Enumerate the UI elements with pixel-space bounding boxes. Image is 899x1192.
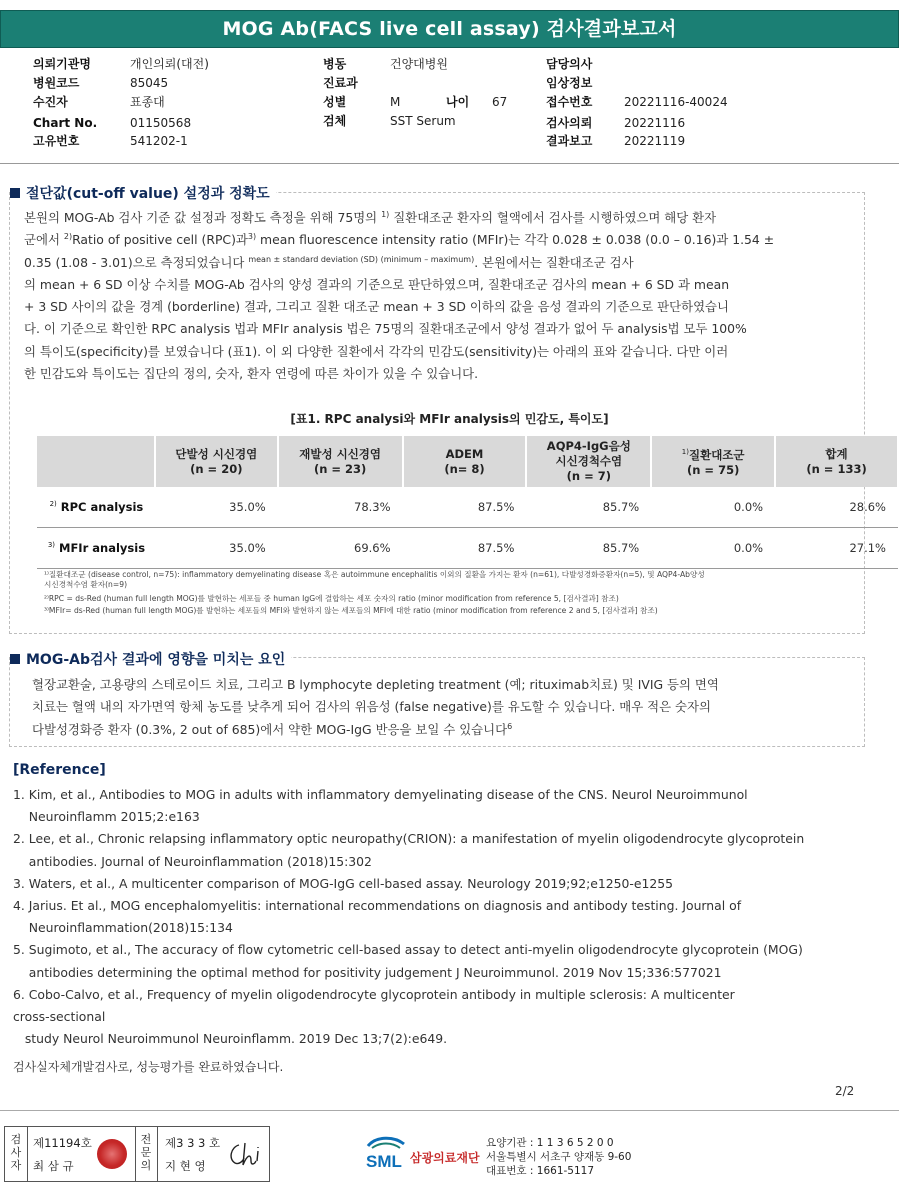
table-cell: 35.0% (155, 487, 278, 528)
col1-value-4: 541202-1 (130, 134, 188, 148)
handwritten-signature-icon (225, 1139, 265, 1171)
table-cell: 85.7% (526, 528, 651, 569)
reference-line: study Neurol Neuroimmunol Neuroinflamm. 2019 Dec 13;7(2):e649. (13, 1031, 448, 1047)
contact-line: 서울특별시 서초구 양재동 9-60 (486, 1151, 632, 1163)
section1-heading-text: 절단값(cut-off value) 설정과 정확도 (26, 186, 270, 202)
sig2-label-cell (135, 1127, 158, 1181)
reference-line: antibodies determining the optimal method for positivity judgement J Neuroimmunol. 2019 Nov 15;336:577021 (13, 964, 722, 980)
col2-value-0: 건양대병원 (390, 57, 448, 71)
signature-box (4, 1126, 270, 1182)
seal-stamp-icon (97, 1139, 127, 1169)
reference-line: 5. Sugimoto, et al., The accuracy of flow cytometric cell-based assay to detect anti-myelin oligodendrocyte glycoprotein (MOG) (13, 942, 803, 958)
contact-line: 대표번호 : 1661-5117 (486, 1165, 595, 1177)
reference-line: Neuroinflamm 2015;2:e163 (13, 809, 200, 825)
page-number: 2/2 (835, 1084, 855, 1098)
paragraph-line: 다발성경화증 환자 (0.3%, 2 out of 685)에서 약한 MOG-IgG 반응을 보일 수 있습니다$^6$ (32, 721, 513, 737)
reference-title: [Reference] (13, 762, 106, 778)
sensitivity-table (37, 436, 899, 569)
paragraph-line: 0.35 (1.08 - 3.01)으로 측정되었습니다 $^{mean \pm standard deviation (SD) (minimum - maximum)}$. 본원에서는 질환대조군 검사 (24, 254, 634, 270)
age-value: 67 (492, 95, 508, 109)
paragraph-line: 한 민감도와 특이도는 집단의 정의, 숫자, 환자 연령에 따른 차이가 있을 수 있습니다. (24, 366, 479, 382)
table-cell: 0.0% (651, 528, 775, 569)
col3-label-1: 임상정보 (546, 76, 593, 90)
table-header-1: 재발성 시신경염 (n = 23) (278, 436, 403, 487)
col1-value-2: 표종대 (130, 95, 165, 109)
col2-label-0: 병동 (323, 57, 347, 71)
col3-value-3: 20221116 (624, 116, 686, 130)
logo-text: 삼광의료재단 (410, 1151, 480, 1165)
col3-value-2: 20221116-40024 (624, 95, 728, 109)
col3-value-4: 20221119 (624, 134, 686, 148)
col1-value-3: 01150568 (130, 116, 192, 130)
table-cell: 27.1% (775, 528, 898, 569)
col1-value-1: 85045 (130, 76, 169, 90)
section-bullet-icon (10, 188, 20, 198)
table-footnote: ¹⁾질환대조군 (disease control, n=75): inflammatory demyelinating disease 혹은 autoimmune encephalitis 이외의 질환을 가지는 환자 (n=61), 다발성경화증환자(n=5), 및 AQP4-Ab양성 (44, 570, 705, 579)
sml-logo-icon (364, 1134, 408, 1174)
row-label-1: $^{3)}$ MFIr analysis (37, 528, 155, 569)
sig1-vertical-label: 검 사 자 (10, 1133, 22, 1172)
sig2-vertical-label: 전 문 의 (140, 1133, 152, 1172)
table-cell: 87.5% (403, 528, 527, 569)
sig2-license: 제3 3 3 호 (165, 1136, 221, 1150)
header-divider (0, 163, 899, 164)
paragraph-line: 의 mean + 6 SD 이상 수치를 MOG-Ab 검사의 양성 결과의 기준으로 판단하였으며, 질환대조군 검사의 mean + 6 SD 과 mean (24, 276, 730, 292)
section2-heading (10, 649, 291, 669)
table-row (37, 528, 898, 569)
reference-line: 3. Waters, et al., A multicenter comparison of MOG-IgG cell-based assay. Neurology 2019;92;e1250-e1255 (13, 875, 674, 891)
closing-statement: 검사실자체개발검사로, 성능평가를 완료하였습니다. (13, 1060, 284, 1074)
table-row (37, 487, 898, 528)
reference-line: antibodies. Journal of Neuroinflammation (2018)15:302 (13, 853, 372, 869)
contact-info (486, 1136, 631, 1178)
contact-line: 요양기관 : 1 1 3 6 5 2 0 0 (486, 1137, 614, 1149)
section-bullet-icon (10, 654, 20, 664)
paragraph-line: 의 특이도(specificity)를 보였습니다 (표1). 이 외 다양한 질환에서 각각의 민감도(sensitivity)는 아래의 표와 같습니다. 다만 이러 (24, 343, 729, 359)
section2-paragraph (32, 674, 850, 741)
paragraph-line: 군에서 $^{2)}$Ratio of positive cell (RPC)과$^{3)}$ mean fluorescence intensity ratio (MFIr)는 각각 0.028 ± 0.038 (0.0 – 0.16)과 1.54 ± (24, 232, 775, 248)
col2-label-3: 검체 (323, 114, 347, 128)
sig1-license: 제11194호 (33, 1136, 92, 1150)
col3-label-3: 검사의뢰 (546, 116, 593, 130)
svg-text:SML: SML (366, 1152, 402, 1171)
paragraph-line: 혈장교환술, 고용량의 스테로이드 치료, 그리고 B lymphocyte depleting treatment (예; rituximab치료) 및 IVIG 등의 면역 (32, 677, 719, 692)
col2-value-3: SST Serum (390, 114, 456, 128)
table-header-4: $^{1)}$질환대조군 (n = 75) (651, 436, 775, 487)
col2-value-2: M (390, 95, 401, 109)
col3-label-4: 결과보고 (546, 134, 593, 148)
reference-line: 4. Jarius. Et al., MOG encephalomyelitis: international recommendations on diagnosis and antibody testing. Journal of (13, 898, 742, 913)
col1-label-1: 병원코드 (33, 76, 80, 90)
col1-label-3: Chart No. (33, 116, 98, 130)
col3-label-0: 담당의사 (546, 57, 593, 71)
col1-value-0: 개인의뢰(대전) (130, 57, 209, 71)
table-footnote: ³⁾MFIr= ds-Red (human full length MOG)를 발현하는 세포들의 MFI와 발현하지 않는 세포들의 MFI에 대한 ratio (minor modification from reference 2 and 5, [검사결과] 참조) (44, 606, 658, 615)
table-header-0: 단발성 시신경염 (n = 20) (155, 436, 278, 487)
sml-logo (364, 1134, 408, 1178)
table-header-5: 합계 (n = 133) (775, 436, 898, 487)
table-cell: 78.3% (278, 487, 403, 528)
paragraph-line: 본원의 MOG-Ab 검사 기준 값 설정과 정확도 측정을 위해 75명의 $^{1)}$ 질환대조군 환자의 혈액에서 검사를 시행하였으며 해당 환자 (24, 209, 717, 225)
reference-line: 1. Kim, et al., Antibodies to MOG in adults with inflammatory demyelinating disease of the CNS. Neurol Neuroimmunol (13, 787, 748, 802)
table-footnote: 시신경척수염 환자(n=9) (44, 580, 128, 589)
table-corner (37, 436, 155, 487)
table-footnote: ²⁾RPC = ds-Red (human full length MOG)를 발현하는 세포들 중 human IgG에 결합하는 세포 숫자의 ratio (minor modification from reference 5, [검사결과] 참조) (44, 594, 619, 603)
col3-label-2: 접수번호 (546, 95, 593, 109)
reference-line: 2. Lee, et al., Chronic relapsing inflammatory optic neuropathy(CRION): a manifestation of myelin oligodendrocyte glycoprotein (13, 831, 805, 847)
table-cell: 87.5% (403, 487, 527, 528)
section1-heading (10, 183, 276, 203)
table-cell: 28.6% (775, 487, 898, 528)
report-title: MOG Ab(FACS live cell assay) 검사결과보고서 (0, 10, 899, 48)
sig1-cell (27, 1127, 136, 1181)
sig2-cell (157, 1127, 269, 1181)
col1-label-2: 수진자 (33, 95, 68, 109)
table-header-2: ADEM (n= 8) (403, 436, 527, 487)
table-cell: 0.0% (651, 487, 775, 528)
col2-label-2: 성별 (323, 95, 347, 109)
col2-label-1: 진료과 (323, 76, 358, 90)
sig2-name: 지 현 영 (165, 1159, 206, 1173)
row-label-0: $^{2)}$ RPC analysis (37, 487, 155, 528)
table-title: [표1. RPC analysi와 MFIr analysis의 민감도, 특이도] (290, 412, 609, 426)
paragraph-line: + 3 SD 사이의 값을 경계 (borderline) 결과, 그리고 질환 대조군 mean + 3 SD 이하의 값을 음성 결과의 기준으로 판단하였습니 (24, 299, 729, 315)
col1-label-0: 의뢰기관명 (33, 57, 91, 71)
footer-divider (0, 1110, 899, 1111)
table-header-3: AQP4-IgG음성 시신경척수염 (n = 7) (526, 436, 651, 487)
section2-heading-text: MOG-Ab검사 결과에 영향을 미치는 요인 (26, 652, 286, 668)
paragraph-line: 치료는 혈액 내의 자가면역 항체 농도를 낮추게 되어 검사의 위음성 (false negative)를 유도할 수 있습니다. 매우 적은 숫자의 (32, 699, 711, 715)
table-cell: 35.0% (155, 528, 278, 569)
paragraph-line: 다. 이 기준으로 확인한 RPC analysis 법과 MFIr analysis 법은 75명의 질환대조군에서 양성 결과가 없어 두 analysis법 모두 100% (24, 321, 747, 337)
reference-line: cross-sectional (13, 1009, 106, 1024)
reference-line: 6. Cobo-Calvo, et al., Frequency of myelin oligodendrocyte glycoprotein antibody in multiple sclerosis: A multicenter (13, 986, 735, 1002)
sig1-label-cell (5, 1127, 28, 1181)
table-cell: 85.7% (526, 487, 651, 528)
age-label: 나이 (446, 95, 470, 109)
section1-paragraph (24, 207, 850, 385)
col1-label-4: 고유번호 (33, 134, 80, 148)
reference-line: Neuroinflammation(2018)15:134 (13, 920, 233, 936)
table-cell: 69.6% (278, 528, 403, 569)
sig1-name: 최 삼 규 (33, 1159, 74, 1173)
